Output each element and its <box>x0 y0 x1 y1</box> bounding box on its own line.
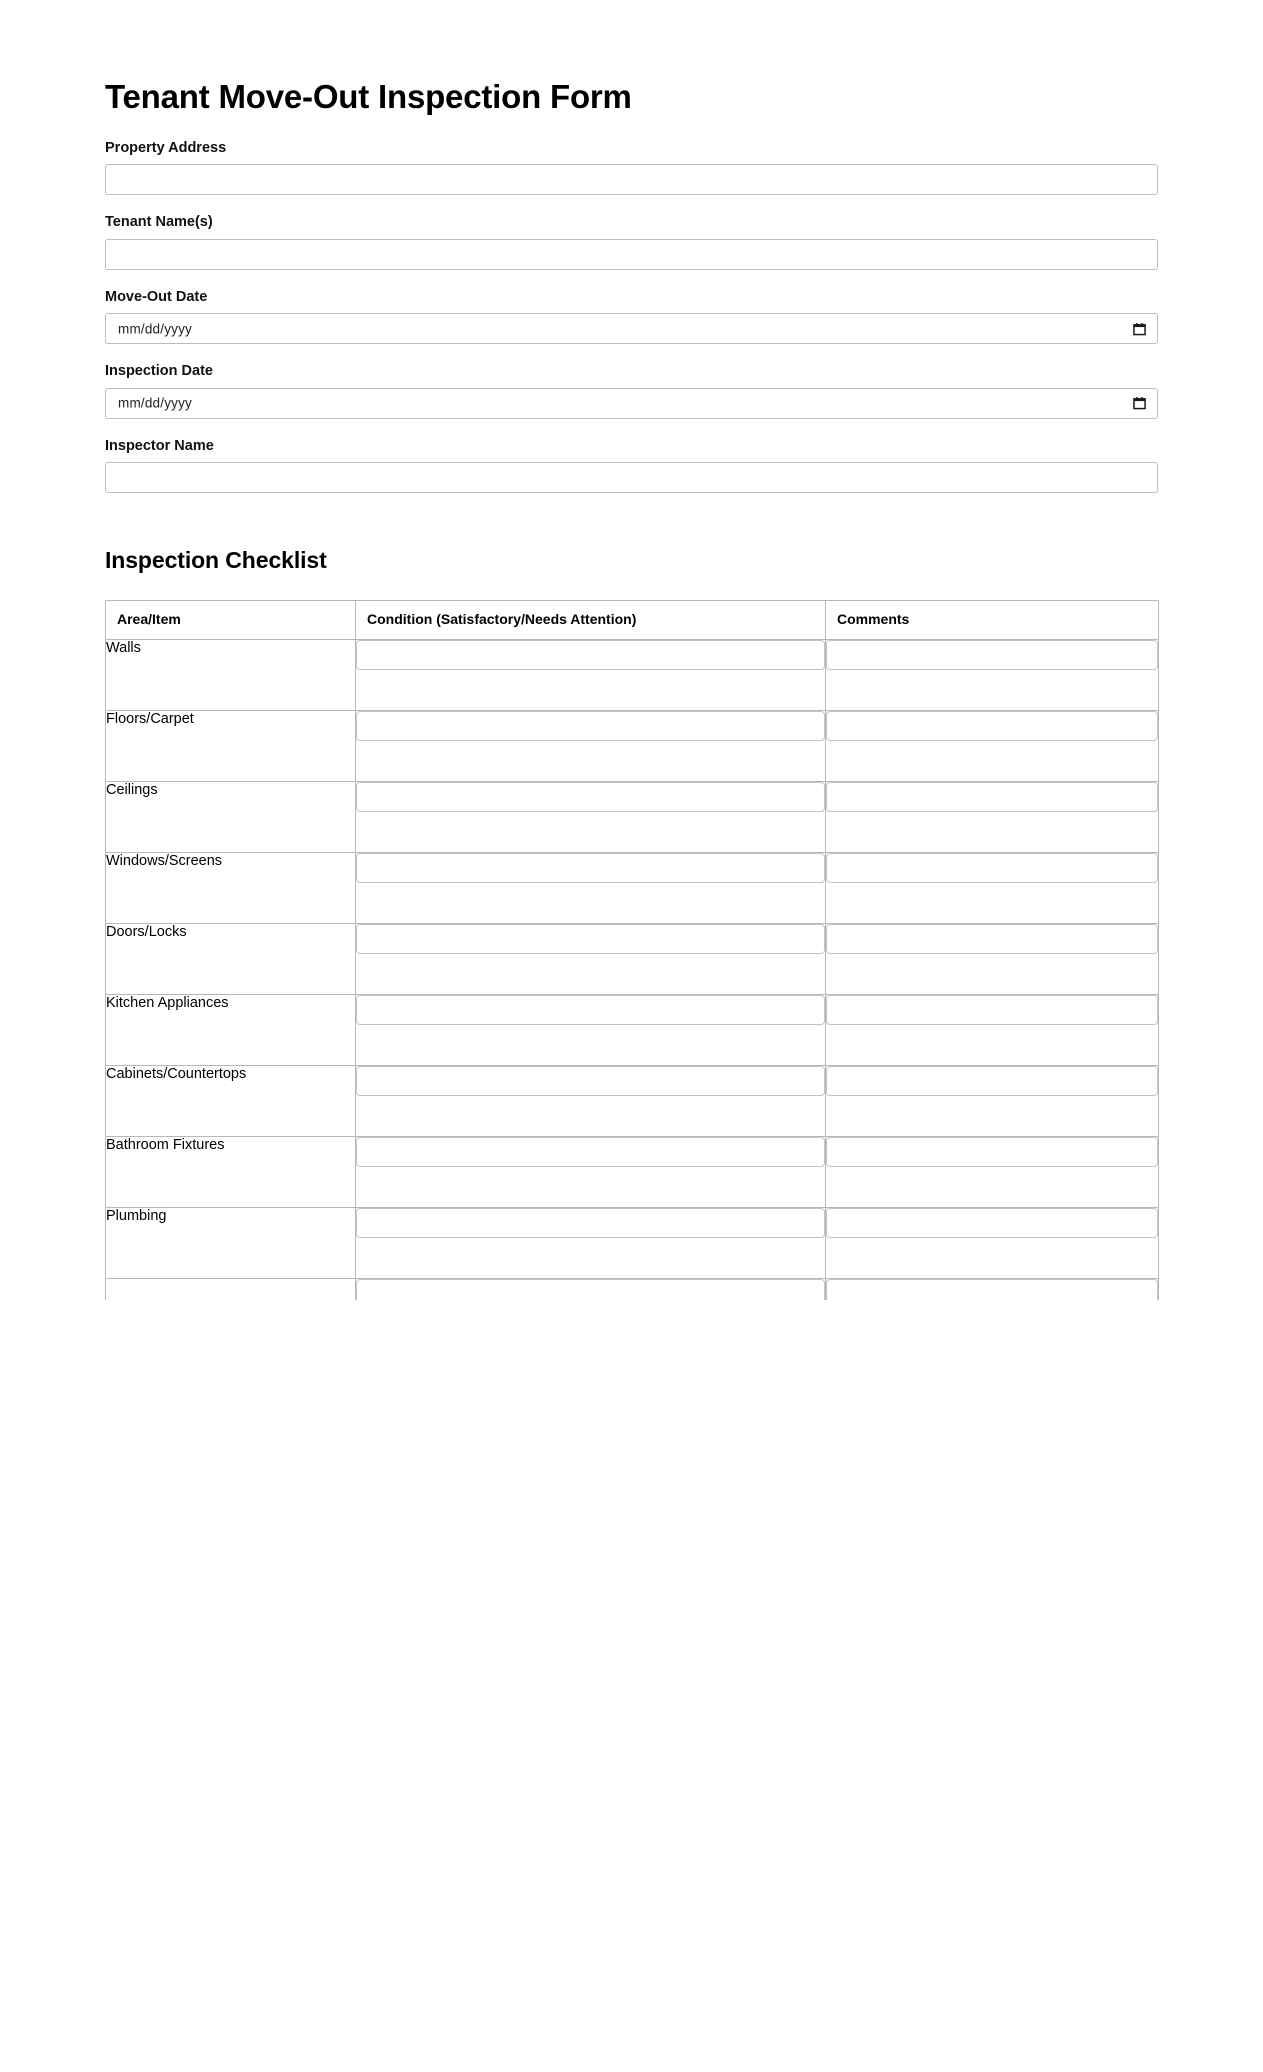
checklist-comments-cell <box>826 852 1159 923</box>
field-label: Move-Out Date <box>105 288 208 305</box>
checklist-comments-cell <box>826 1065 1159 1136</box>
column-header-condition: Condition (Satisfactory/Needs Attention) <box>356 601 826 640</box>
checklist-condition-cell <box>356 639 826 710</box>
table-row <box>106 923 1159 994</box>
field-label: Inspection Date <box>105 363 213 380</box>
checklist-condition-input[interactable] <box>356 1066 825 1096</box>
text-input[interactable] <box>105 239 1158 270</box>
checklist-condition-input[interactable] <box>356 640 825 670</box>
table-row <box>106 994 1159 1065</box>
form-field-inspector-name <box>105 438 1158 493</box>
checklist-comments-input[interactable] <box>826 924 1158 954</box>
date-input[interactable] <box>105 388 1158 419</box>
calendar-icon[interactable] <box>1133 397 1146 410</box>
checklist-comments-cell <box>826 994 1159 1065</box>
text-input[interactable] <box>105 462 1158 493</box>
checklist-comments-input[interactable] <box>826 1208 1158 1238</box>
checklist-condition-input[interactable] <box>356 1208 825 1238</box>
checklist-condition-cell <box>356 923 826 994</box>
table-row <box>106 1136 1159 1207</box>
checklist-item-label <box>106 1278 356 1300</box>
checklist-comments-input[interactable] <box>826 995 1158 1025</box>
table-row <box>106 852 1159 923</box>
checklist-condition-cell <box>356 781 826 852</box>
checklist-condition-input[interactable] <box>356 924 825 954</box>
checklist-item-label: Ceilings <box>106 781 356 852</box>
checklist-comments-cell <box>826 1207 1159 1278</box>
checklist-condition-cell <box>356 994 826 1065</box>
checklist-item-label: Plumbing <box>106 1207 356 1278</box>
checklist-comments-input[interactable] <box>826 640 1158 670</box>
checklist-condition-input[interactable] <box>356 782 825 812</box>
table-row <box>106 781 1159 852</box>
checklist-comments-cell <box>826 1278 1159 1300</box>
column-header-comments: Comments <box>826 601 1159 640</box>
date-placeholder: mm/dd/yyyy <box>118 321 193 337</box>
date-input[interactable] <box>105 313 1158 344</box>
form-field-move-out-date <box>105 289 1158 344</box>
checklist-item-label: Kitchen Appliances <box>106 994 356 1065</box>
checklist-condition-cell <box>356 1207 826 1278</box>
form-fields-section <box>105 140 1158 493</box>
checklist-comments-cell <box>826 923 1159 994</box>
checklist-condition-cell <box>356 710 826 781</box>
checklist-comments-input[interactable] <box>826 1137 1158 1167</box>
inspection-checklist-heading: Inspection Checklist <box>105 546 327 573</box>
field-label: Tenant Name(s) <box>105 214 213 231</box>
checklist-comments-cell <box>826 710 1159 781</box>
calendar-icon[interactable] <box>1133 322 1146 335</box>
date-placeholder: mm/dd/yyyy <box>118 395 193 411</box>
checklist-condition-input[interactable] <box>356 1279 825 1300</box>
checklist-item-label: Floors/Carpet <box>106 710 356 781</box>
text-input[interactable] <box>105 164 1158 195</box>
checklist-condition-input[interactable] <box>356 711 825 741</box>
table-row <box>106 1065 1159 1136</box>
checklist-item-label: Cabinets/Countertops <box>106 1065 356 1136</box>
checklist-comments-input[interactable] <box>826 1279 1158 1300</box>
checklist-comments-input[interactable] <box>826 1066 1158 1096</box>
inspection-checklist-table <box>105 600 1159 1300</box>
field-label: Inspector Name <box>105 437 214 454</box>
checklist-condition-input[interactable] <box>356 995 825 1025</box>
table-row <box>106 639 1159 710</box>
checklist-condition-input[interactable] <box>356 1137 825 1167</box>
table-header-row <box>106 601 1159 640</box>
checklist-condition-cell <box>356 1136 826 1207</box>
checklist-comments-input[interactable] <box>826 853 1158 883</box>
checklist-comments-input[interactable] <box>826 782 1158 812</box>
form-field-property-address <box>105 140 1158 195</box>
form-field-tenant-name-s <box>105 214 1158 269</box>
checklist-comments-cell <box>826 639 1159 710</box>
form-field-inspection-date <box>105 363 1158 418</box>
checklist-item-label: Doors/Locks <box>106 923 356 994</box>
table-row <box>106 1278 1159 1300</box>
checklist-condition-cell <box>356 852 826 923</box>
checklist-comments-cell <box>826 1136 1159 1207</box>
checklist-comments-input[interactable] <box>826 711 1158 741</box>
field-label: Property Address <box>105 139 227 156</box>
checklist-condition-cell <box>356 1278 826 1300</box>
table-row <box>106 1207 1159 1278</box>
column-header-area-item: Area/Item <box>106 601 356 640</box>
checklist-item-label: Windows/Screens <box>106 852 356 923</box>
checklist-condition-cell <box>356 1065 826 1136</box>
checklist-condition-input[interactable] <box>356 853 825 883</box>
checklist-comments-cell <box>826 781 1159 852</box>
checklist-item-label: Bathroom Fixtures <box>106 1136 356 1207</box>
table-row <box>106 710 1159 781</box>
checklist-item-label: Walls <box>106 639 356 710</box>
page-title: Tenant Move-Out Inspection Form <box>105 78 632 115</box>
